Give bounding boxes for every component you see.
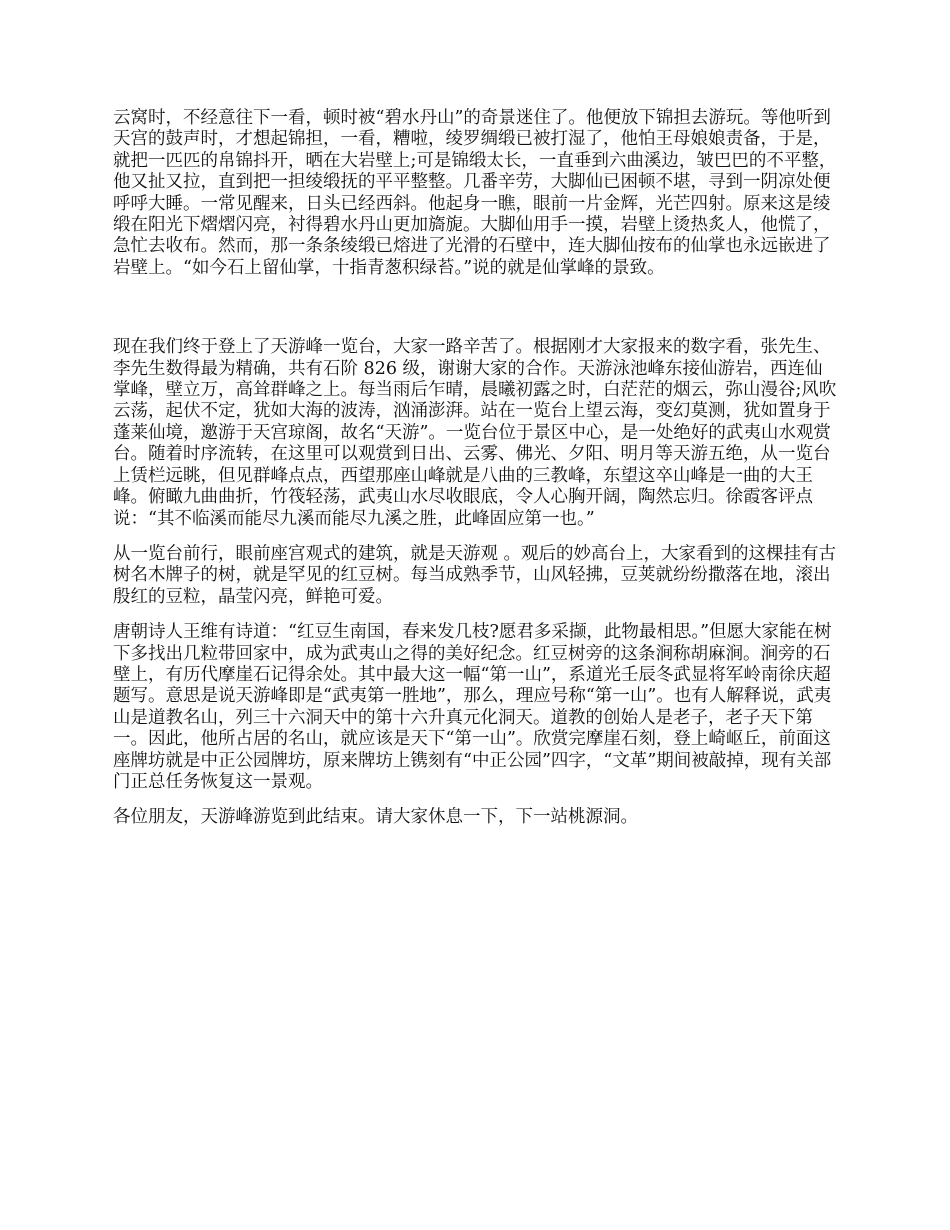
document-body (113, 108, 838, 829)
paragraph-red-bean-tree: 唐朝诗人王维有诗道：“红豆生南国，春来发几枝?愿君多采撷，此物最相思。”但愿大家能在树下多找出几粒带回家中，成为武夷山之得的美好纪念。红豆树旁的这条涧称胡麻涧。涧旁的石壁上，有历代摩崖石记得余处。其中最大这一幅“第一山”，系道光壬辰冬武显将军岭南徐庆超题写。意思是说天游峰即是“武夷第一胜地”，那么，理应号称“第一山”。也有人解释说，武夷山是道教名山，列三十六洞天中的第十六升真元化洞天。道教的创始人是老子，老子天下第一。因此，他所占居的名山，就应该是天下“第一山”。欣赏完摩崖石刻，登上崎岖丘，前面这座牌坊就是中正公园牌坊，原来牌坊上镌刻有“中正公园”四字，“文革”期间被敲掉，现有关部门正总任务恢复这一景观。 (113, 622, 832, 792)
paragraph-closing: 各位朋友，天游峰游览到此结束。请大家休息一下，下一站桃源洞。 (113, 807, 638, 828)
paragraph-immortal-palm-legend: 云窝时，不经意往下一看，顿时被“碧水丹山”的奇景迷住了。他便放下锦担去游玩。等他听到天宫的鼓声时，才想起锦担，一看，糟啦，绫罗绸缎已被打湿了，他怕王母娘娘责备，于是，就把一匹匹的帛锦抖开，晒在大岩壁上;可是锦缎太长，一直垂到六曲溪边，皱巴巴的不平整，他又扯又拉，直到把一担绫缎抚的平平整整。几番辛劳，大脚仙已困顿不堪，寻到一阴凉处便呼呼大睡。一常见醒来，日头已经西斜。他起身一瞧，眼前一片金辉，光芒四射。原来这是绫缎在阳光下熠熠闪亮，衬得碧水丹山更加旖旎。大脚仙用手一摸，岩壁上烫热炙人，他慌了，急忙去收布。然而，那一条条绫缎已熔进了光滑的石壁中，连大脚仙按布的仙掌也永远嵌进了岩壁上。“如今石上留仙掌，十指青葱积绿苔。”说的就是仙掌峰的景致。 (113, 108, 837, 278)
paragraph-yilantai-viewpoint: 现在我们终于登上了天游峰一览台，大家一路辛苦了。根据刚才大家报来的数字看，张先生、李先生数得最为精确，共有石阶 826 级，谢谢大家的合作。天游泳池峰东接仙游岩，西连仙掌峰，壁立万，高耸群峰之上。每当雨后乍晴，晨曦初露之时，白茫茫的烟云，弥山漫谷;风吹云荡，起伏不定，犹如大海的波涛，汹涌澎湃。站在一览台上望云海，变幻莫测，犹如置身于蓬莱仙境，邀游于天宫琼阁，故名“天游”。一览台位于景区中心，是一处绝好的武夷山水观赏台。随着时序流转，在这里可以观赏到日出、云雾、佛光、夕阳、明月等天游五绝，从一览台上赁栏远眺，但见群峰点点，西望那座山峰就是八曲的三教峰，东望这卒山峰是一曲的大王峰。俯瞰九曲曲折，竹筏轻荡，武夷山水尽收眼底，令人心胸开阔，陶然忘归。徐霞客评点说：“其不临溪而能尽九溪而能尽九溪之胜，此峰固应第一也。” (113, 337, 837, 529)
paragraph-tianyou-temple: 从一览台前行，眼前座宫观式的建筑，就是天游观 。观后的妙高台上，大家看到的这棵挂有古树名木牌子的树，就是罕见的红豆树。每当成熟季节，山风轻拂，豆荚就纷纷撒落在地，滚出殷红的豆粒，晶莹闪亮，鲜艳可爱。 (113, 543, 837, 607)
